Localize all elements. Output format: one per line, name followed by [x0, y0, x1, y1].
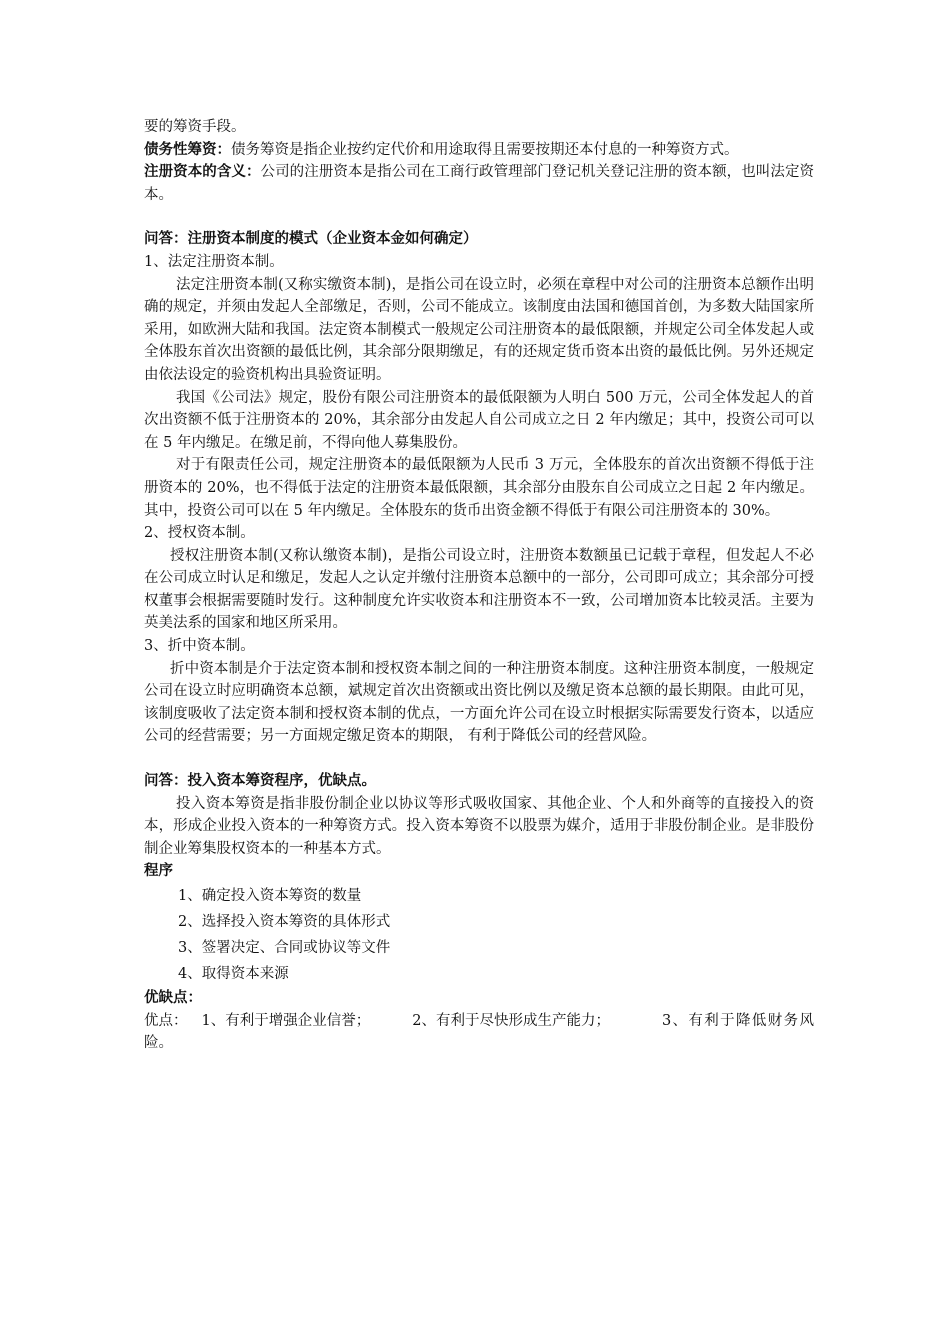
q1-section1-title: 1、法定注册资本制。 [144, 253, 284, 270]
debt-financing-definition [144, 139, 814, 162]
procedure-step: 4、取得资本来源 [178, 966, 289, 982]
intro-tail: 要的筹资手段。 [144, 119, 246, 135]
reg-capital-term: 注册资本的含义： [144, 163, 261, 181]
spacer [144, 206, 814, 228]
pros-item: 1、有利于增强企业信誉； [201, 1012, 371, 1029]
q2-intro: 投入资本筹资是指非股份制企业以协议等形式吸收国家、其他企业、个人和外商等的直接投入的资本，形成企业投入资本的一种筹资方式。投入资本筹资不以股票为媒介，适用于非股份制企业。是非股份制企业筹集股权资本的一种基本方式。 [144, 795, 814, 857]
q1-heading: 问答：注册资本制度的模式（企业资本金如何确定） [144, 230, 478, 248]
q1-section2-paragraph: 授权注册资本制(又称认缴资本制)，是指公司设立时，注册资本数额虽已记载于章程，但发起人不必在公司成立时认足和缴足，发起人之认定并缴付注册资本总额中的一部分，公司即可成立；其余部分可授权董事会根据需要随时发行。这种制度允许实收资本和注册资本不一致，公司增加资本比较灵活。主要为英美法系的国家和地区所采用。 [144, 547, 814, 632]
pros-item: 2、有利于尽快形成生产能力； [412, 1012, 610, 1029]
reg-capital-text: 公司的注册资本是指公司在工商行政管理部门登记机关登记注册的资本额，也叫法定资本。 [144, 164, 815, 203]
procedure-step: 3、签署决定、合同或协议等文件 [178, 940, 391, 956]
q1-section1-paragraph3: 对于有限责任公司，规定注册资本的最低限额为人民币 3 万元，全体股东的首次出资额不得低于注册资本的 20%，也不得低于法定的注册资本最低限额，其余部分由股东自公司成立之日起 2 年内缴足。其中，投资公司可以在 5 年内缴足。全体股东的货币出资金额不得低于有限公司注册资本的 30%。 [144, 457, 814, 519]
procedure-list [144, 883, 814, 987]
pros-label: 优点： [144, 1012, 188, 1029]
procedure-step: 1、确定投入资本筹资的数量 [178, 888, 362, 904]
debt-text: 债务筹资是指企业按约定代价和用途取得且需要按期还本付息的一种筹资方式。 [231, 141, 739, 158]
q1-section3-paragraph: 折中资本制是介于法定资本制和授权资本制之间的一种注册资本制度。这种注册资本制度，一般规定公司在设立时应明确资本总额，斌规定首次出资额或出资比例以及缴足资本总额的最长期限。由此可见，该制度吸收了法定资本制和授权资本制的优点，一方面允许公司在设立时根据实际需要发行资本，以适应公司的经营需要；另一方面规定缴足资本的期限， 有利于降低公司的经营风险。 [144, 660, 814, 745]
registered-capital-definition [144, 161, 814, 206]
pros-line [144, 1010, 814, 1055]
q1-section3-title: 3、折中资本制。 [144, 638, 255, 655]
q1-section2-title: 2、授权资本制。 [144, 525, 255, 542]
procedure-step: 2、选择投入资本筹资的具体形式 [178, 914, 391, 930]
document-body [144, 116, 814, 1055]
pros-cons-title: 优缺点： [144, 989, 202, 1006]
q1-section1-paragraph1: 法定注册资本制(又称实缴资本制)，是指公司在设立时，必须在章程中对公司的注册资本总额作出明确的规定，并须由发起人全部缴足，否则，公司不能成立。该制度由法国和德国首创，为多数大陆国家所采用，如欧洲大陆和我国。法定资本制模式一般规定公司注册资本的最低限额，并规定公司全体发起人或全体股东首次出资额的最低比例，其余部分限期缴足，有的还规定货币资本出资的最低比例。另外还规定由依法设定的验资机构出具验资证明。 [144, 276, 814, 383]
q2-heading: 问答：投入资本筹资程序，优缺点。 [144, 772, 376, 790]
debt-term: 债务性筹资： [144, 140, 231, 158]
procedure-title: 程序 [144, 862, 173, 880]
spacer [144, 748, 814, 770]
q1-section1-paragraph2: 我国《公司法》规定，股份有限公司注册资本的最低限额为人明白 500 万元，公司全体发起人的首次出资额不低于注册资本的 20%，其余部分由发起人自公司成立之日 2 年内缴足；其中，投资公司可以在 5 年内缴足。在缴足前，不得向他人募集股份。 [144, 389, 814, 451]
pros-item: 3、有利于降低财务风险。 [144, 1012, 814, 1052]
